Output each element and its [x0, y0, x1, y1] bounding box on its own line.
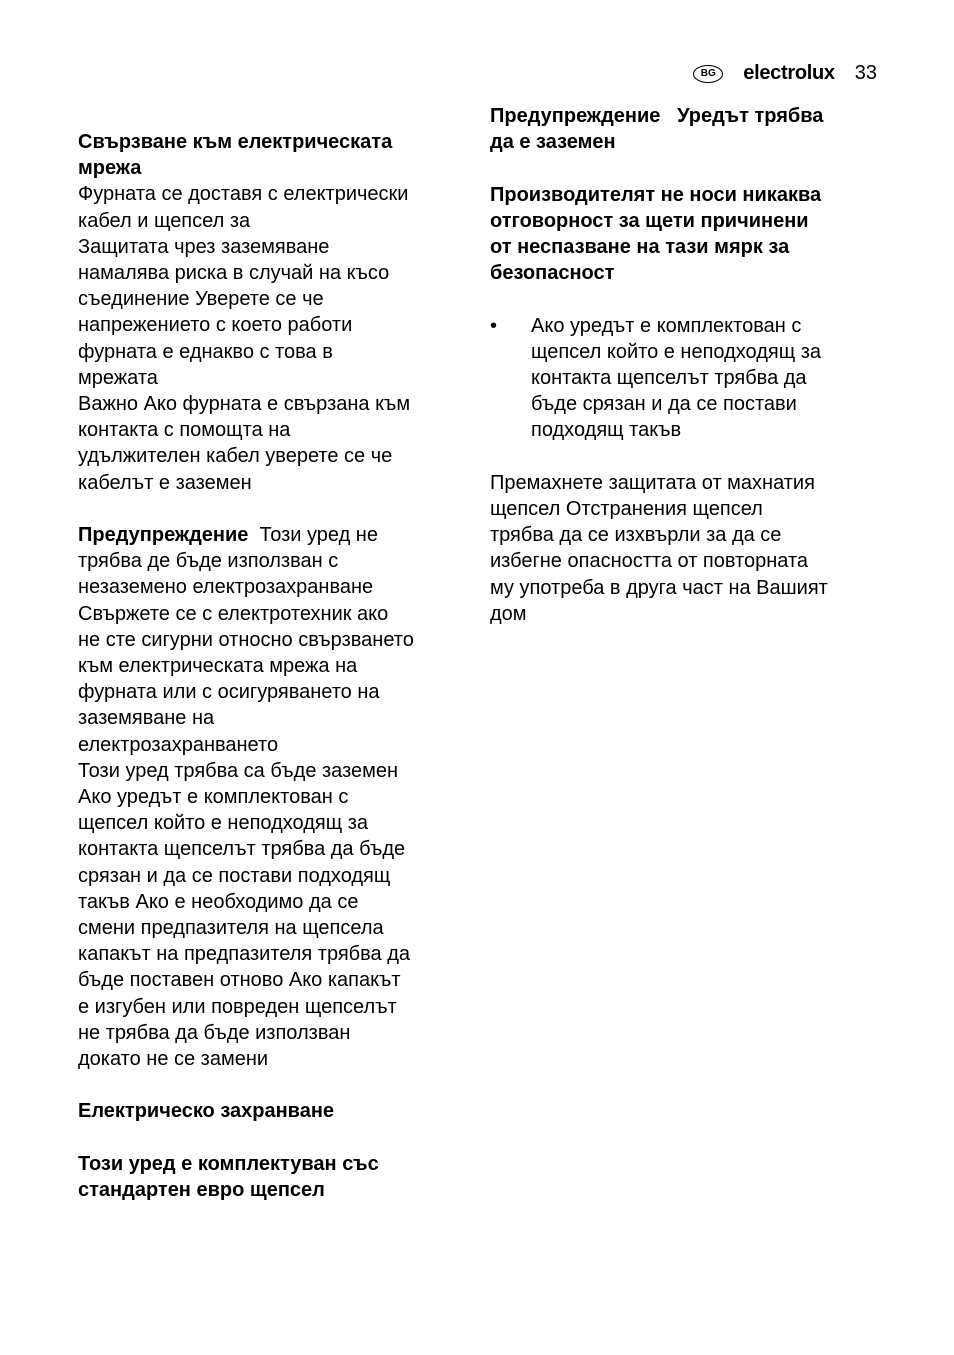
text-line: Този уред е комплектуван със — [78, 1152, 379, 1175]
text-line: контакта щепселът трябва да бъде — [78, 838, 406, 861]
text-line: Важно Ако фурната е свързана към — [78, 393, 411, 416]
text-line: от неспазване на тази мярк за — [490, 236, 790, 258]
text-line: удължителен кабел уверете се че — [78, 445, 393, 468]
text-line: Електрическо захранване — [78, 1100, 335, 1123]
text-line: дом — [490, 602, 527, 625]
brand-logo: electrolux — [743, 62, 835, 84]
text-line: докато не се замени — [78, 1048, 269, 1071]
text-line: напрежението с което работи — [78, 314, 353, 337]
text-line — [78, 522, 470, 548]
language-badge: BG — [693, 65, 723, 83]
warning-grounding — [490, 103, 885, 155]
text-line: щепсел който е неподходящ за — [531, 340, 822, 363]
text-line: мрежата — [78, 366, 158, 389]
paragraph-connection — [78, 181, 470, 495]
text-line: избегне опасността от повторната — [490, 550, 809, 573]
text-line: бъде поставен отново Ако капакът — [78, 969, 401, 992]
text-line: такъв Ако е необходимо да се — [78, 890, 359, 913]
text-line: кабелът е заземен — [78, 471, 252, 494]
text-line: стандартен евро щепсел — [78, 1179, 325, 1202]
text-line: Ако уредът е комплектован с — [78, 786, 349, 809]
text-line: контакта с помощта на — [78, 419, 291, 442]
text-line: съединение Уверете се че — [78, 288, 324, 311]
text-line: намалява риска в случай на късо — [78, 262, 390, 285]
text-line: към електрическата мрежа на — [78, 655, 358, 678]
text-line: електрозахранването — [78, 733, 279, 756]
warning-label: Предупреждение — [78, 524, 249, 547]
bullet-icon: • — [490, 314, 498, 337]
bullet-item — [490, 313, 885, 444]
paragraph-remove-plug — [490, 470, 885, 627]
text-line: трябва де бъде използван с — [78, 550, 339, 573]
spacer — [490, 286, 885, 312]
text-line: Ако уредът е комплектован с — [531, 314, 802, 337]
text-line: заземяване на — [78, 707, 215, 730]
spacer — [78, 1072, 470, 1098]
text-line: Премахнете защитата от махнатия — [490, 471, 815, 494]
text-line: кабел и щепсел за — [78, 209, 251, 232]
warning-first-text: Този уред не — [248, 524, 378, 547]
text-line: срязан и да се постави подходящ — [78, 864, 391, 887]
text-line: подходящ такъв — [531, 419, 682, 442]
text-line: Защитата чрез заземяване — [78, 235, 330, 258]
section-heading-power-supply — [78, 1098, 470, 1124]
spacer — [78, 496, 470, 522]
text-line: фурната или с осигуряването на — [78, 681, 380, 704]
text-line: щепсел който е неподходящ за — [78, 812, 369, 835]
page-number: 33 — [854, 62, 877, 84]
right-column — [490, 103, 885, 627]
text-line: отговорност за щети причинени — [490, 209, 809, 232]
text-line: Фурната се доставя с електрически — [78, 183, 409, 206]
text-line: фурната е еднакво с това в — [78, 340, 333, 363]
left-column — [78, 129, 470, 1203]
text-line: Производителят не носи никаква — [490, 183, 822, 206]
text-line: безопасност — [490, 262, 615, 285]
text-line: щепсел Отстранения щепсел — [490, 498, 763, 520]
text-line: бъде срязан и да се постави — [531, 393, 797, 416]
text-line: не сте сигурни относно свързването — [78, 628, 414, 651]
text-line: Предупреждение Уредът трябва — [490, 105, 824, 127]
spacer — [490, 444, 885, 470]
text-line: му употреба в друга част на Вашият — [490, 576, 828, 599]
text-line: капакът на предпазителя трябва да — [78, 943, 411, 966]
section-heading-euro-plug — [78, 1151, 470, 1203]
spacer — [490, 155, 885, 181]
text-line: е изгубен или повреден щепселът — [78, 995, 397, 1018]
text-line: не трябва да бъде използван — [78, 1021, 351, 1044]
text-line: трябва да се изхвърли за да се — [490, 524, 782, 547]
text-line: да е заземен — [490, 131, 616, 154]
page-header — [693, 62, 877, 85]
spacer — [78, 1125, 470, 1151]
bullet-text — [531, 313, 885, 444]
text-line: Този уред трябва са бъде заземен — [78, 759, 399, 782]
paragraph-warning — [78, 522, 470, 1072]
text-line: контакта щепселът трябва да — [531, 367, 807, 389]
section-heading-connection — [78, 129, 470, 181]
text-line: Свързване към електрическата — [78, 131, 393, 153]
text-line: незаземено електрозахранване — [78, 576, 374, 599]
text-line: смени предпазителя на щепсела — [78, 917, 384, 940]
liability-notice — [490, 182, 885, 287]
text-line: мрежа — [78, 157, 142, 180]
text-line: Свържете се с електротехник ако — [78, 602, 389, 625]
